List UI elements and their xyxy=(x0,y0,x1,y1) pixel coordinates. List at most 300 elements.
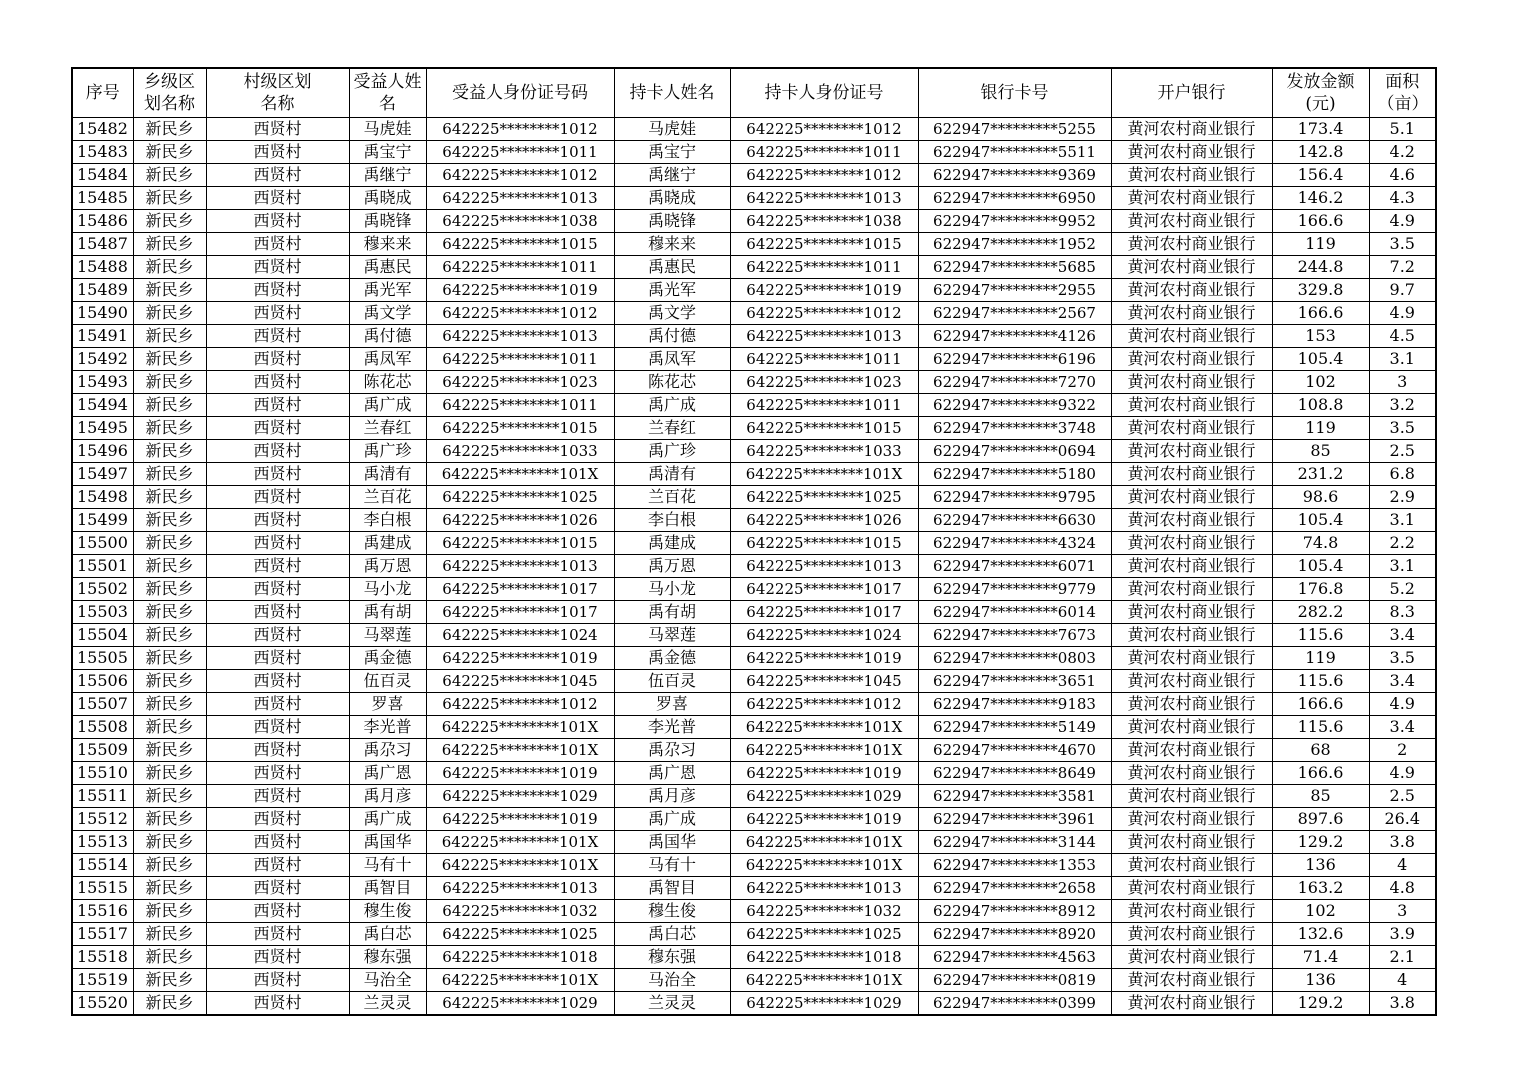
header-beneficiary-id: 受益人身份证号码 xyxy=(426,68,614,118)
cell-area: 3.4 xyxy=(1369,716,1436,739)
cell-beneficiary: 禹建成 xyxy=(349,532,426,555)
cell-seq: 15505 xyxy=(72,647,133,670)
cell-card-no: 622947*********2567 xyxy=(918,302,1111,325)
table-row xyxy=(72,486,1436,509)
cell-amount: 115.6 xyxy=(1272,670,1369,693)
cell-beneficiary-id: 642225********1038 xyxy=(426,210,614,233)
cell-seq: 15493 xyxy=(72,371,133,394)
cell-village: 西贤村 xyxy=(206,118,349,141)
cell-seq: 15514 xyxy=(72,854,133,877)
cell-beneficiary: 禹广成 xyxy=(349,808,426,831)
cell-bank: 黄河农村商业银行 xyxy=(1111,509,1272,532)
cell-holder: 伍百灵 xyxy=(614,670,730,693)
cell-area: 5.1 xyxy=(1369,118,1436,141)
cell-holder-id: 642225********1025 xyxy=(730,486,918,509)
cell-area: 4.9 xyxy=(1369,693,1436,716)
cell-village: 西贤村 xyxy=(206,486,349,509)
cell-holder-id: 642225********1013 xyxy=(730,555,918,578)
cell-amount: 119 xyxy=(1272,417,1369,440)
cell-holder-id: 642225********101X xyxy=(730,716,918,739)
cell-village: 西贤村 xyxy=(206,509,349,532)
cell-area: 4.9 xyxy=(1369,302,1436,325)
cell-seq: 15491 xyxy=(72,325,133,348)
cell-card-no: 622947*********4563 xyxy=(918,946,1111,969)
cell-beneficiary-id: 642225********1025 xyxy=(426,486,614,509)
cell-holder-id: 642225********1011 xyxy=(730,256,918,279)
cell-village: 西贤村 xyxy=(206,440,349,463)
cell-township: 新民乡 xyxy=(133,900,206,923)
cell-bank: 黄河农村商业银行 xyxy=(1111,256,1272,279)
cell-card-no: 622947*********0819 xyxy=(918,969,1111,992)
table-header xyxy=(72,68,1436,118)
cell-beneficiary-id: 642225********1032 xyxy=(426,900,614,923)
cell-holder-id: 642225********1012 xyxy=(730,118,918,141)
cell-village: 西贤村 xyxy=(206,233,349,256)
cell-area: 2.1 xyxy=(1369,946,1436,969)
cell-amount: 98.6 xyxy=(1272,486,1369,509)
cell-village: 西贤村 xyxy=(206,785,349,808)
cell-beneficiary-id: 642225********1015 xyxy=(426,532,614,555)
cell-amount: 142.8 xyxy=(1272,141,1369,164)
cell-amount: 329.8 xyxy=(1272,279,1369,302)
cell-township: 新民乡 xyxy=(133,325,206,348)
table-row xyxy=(72,302,1436,325)
cell-seq: 15487 xyxy=(72,233,133,256)
cell-holder-id: 642225********1045 xyxy=(730,670,918,693)
cell-seq: 15504 xyxy=(72,624,133,647)
cell-holder: 禹建成 xyxy=(614,532,730,555)
header-seq: 序号 xyxy=(72,68,133,118)
cell-holder-id: 642225********101X xyxy=(730,463,918,486)
cell-village: 西贤村 xyxy=(206,877,349,900)
cell-seq: 15494 xyxy=(72,394,133,417)
table-row xyxy=(72,900,1436,923)
cell-bank: 黄河农村商业银行 xyxy=(1111,624,1272,647)
cell-holder-id: 642225********101X xyxy=(730,831,918,854)
cell-card-no: 622947*********4324 xyxy=(918,532,1111,555)
cell-beneficiary: 禹金德 xyxy=(349,647,426,670)
cell-card-no: 622947*********7673 xyxy=(918,624,1111,647)
cell-beneficiary-id: 642225********1025 xyxy=(426,923,614,946)
cell-beneficiary: 马虎娃 xyxy=(349,118,426,141)
cell-card-no: 622947*********9369 xyxy=(918,164,1111,187)
cell-bank: 黄河农村商业银行 xyxy=(1111,118,1272,141)
cell-amount: 115.6 xyxy=(1272,624,1369,647)
cell-seq: 15508 xyxy=(72,716,133,739)
table-row xyxy=(72,578,1436,601)
cell-village: 西贤村 xyxy=(206,371,349,394)
cell-beneficiary-id: 642225********101X xyxy=(426,969,614,992)
cell-seq: 15519 xyxy=(72,969,133,992)
cell-amount: 166.6 xyxy=(1272,762,1369,785)
cell-beneficiary: 穆生俊 xyxy=(349,900,426,923)
cell-township: 新民乡 xyxy=(133,486,206,509)
cell-area: 2 xyxy=(1369,739,1436,762)
cell-village: 西贤村 xyxy=(206,141,349,164)
table-row xyxy=(72,854,1436,877)
cell-holder-id: 642225********1029 xyxy=(730,992,918,1016)
cell-beneficiary-id: 642225********1017 xyxy=(426,601,614,624)
cell-township: 新民乡 xyxy=(133,739,206,762)
cell-holder: 穆生俊 xyxy=(614,900,730,923)
cell-holder: 禹晓锋 xyxy=(614,210,730,233)
cell-area: 3.5 xyxy=(1369,417,1436,440)
table-row xyxy=(72,946,1436,969)
cell-bank: 黄河农村商业银行 xyxy=(1111,486,1272,509)
header-village: 村级区划名称 xyxy=(206,68,349,118)
cell-beneficiary-id: 642225********1013 xyxy=(426,187,614,210)
cell-township: 新民乡 xyxy=(133,394,206,417)
cell-township: 新民乡 xyxy=(133,164,206,187)
cell-village: 西贤村 xyxy=(206,900,349,923)
cell-card-no: 622947*********3651 xyxy=(918,670,1111,693)
cell-beneficiary: 李白根 xyxy=(349,509,426,532)
cell-beneficiary-id: 642225********1011 xyxy=(426,141,614,164)
cell-beneficiary-id: 642225********101X xyxy=(426,854,614,877)
cell-village: 西贤村 xyxy=(206,831,349,854)
cell-seq: 15518 xyxy=(72,946,133,969)
cell-holder: 马虎娃 xyxy=(614,118,730,141)
cell-beneficiary-id: 642225********1013 xyxy=(426,877,614,900)
cell-area: 2.2 xyxy=(1369,532,1436,555)
cell-seq: 15503 xyxy=(72,601,133,624)
cell-beneficiary-id: 642225********1012 xyxy=(426,164,614,187)
cell-area: 4 xyxy=(1369,969,1436,992)
header-township: 乡级区划名称 xyxy=(133,68,206,118)
cell-beneficiary: 禹晓成 xyxy=(349,187,426,210)
cell-amount: 166.6 xyxy=(1272,693,1369,716)
cell-bank: 黄河农村商业银行 xyxy=(1111,831,1272,854)
table-row xyxy=(72,325,1436,348)
cell-amount: 74.8 xyxy=(1272,532,1369,555)
table-row xyxy=(72,164,1436,187)
cell-seq: 15486 xyxy=(72,210,133,233)
table-row xyxy=(72,440,1436,463)
cell-seq: 15497 xyxy=(72,463,133,486)
cell-amount: 166.6 xyxy=(1272,210,1369,233)
cell-township: 新民乡 xyxy=(133,417,206,440)
cell-seq: 15506 xyxy=(72,670,133,693)
cell-area: 2.5 xyxy=(1369,440,1436,463)
table-row xyxy=(72,210,1436,233)
cell-holder: 禹广成 xyxy=(614,808,730,831)
cell-card-no: 622947*********3581 xyxy=(918,785,1111,808)
table-row xyxy=(72,969,1436,992)
cell-seq: 15501 xyxy=(72,555,133,578)
cell-holder-id: 642225********1012 xyxy=(730,302,918,325)
cell-seq: 15488 xyxy=(72,256,133,279)
cell-holder-id: 642225********1018 xyxy=(730,946,918,969)
cell-holder: 禹国华 xyxy=(614,831,730,854)
cell-card-no: 622947*********3748 xyxy=(918,417,1111,440)
cell-bank: 黄河农村商业银行 xyxy=(1111,739,1272,762)
cell-beneficiary-id: 642225********1012 xyxy=(426,693,614,716)
table-row xyxy=(72,463,1436,486)
cell-holder-id: 642225********1011 xyxy=(730,394,918,417)
cell-amount: 115.6 xyxy=(1272,716,1369,739)
cell-holder-id: 642225********1026 xyxy=(730,509,918,532)
cell-township: 新民乡 xyxy=(133,877,206,900)
cell-bank: 黄河农村商业银行 xyxy=(1111,808,1272,831)
cell-seq: 15502 xyxy=(72,578,133,601)
cell-holder: 穆东强 xyxy=(614,946,730,969)
cell-card-no: 622947*********5685 xyxy=(918,256,1111,279)
cell-card-no: 622947*********6071 xyxy=(918,555,1111,578)
table-row xyxy=(72,693,1436,716)
cell-township: 新民乡 xyxy=(133,670,206,693)
cell-amount: 163.2 xyxy=(1272,877,1369,900)
cell-beneficiary: 罗喜 xyxy=(349,693,426,716)
cell-holder-id: 642225********1032 xyxy=(730,900,918,923)
cell-card-no: 622947*********8912 xyxy=(918,900,1111,923)
cell-village: 西贤村 xyxy=(206,302,349,325)
cell-holder-id: 642225********1024 xyxy=(730,624,918,647)
cell-holder: 禹惠民 xyxy=(614,256,730,279)
cell-holder: 陈花芯 xyxy=(614,371,730,394)
cell-beneficiary: 李光普 xyxy=(349,716,426,739)
cell-township: 新民乡 xyxy=(133,831,206,854)
cell-beneficiary: 禹惠民 xyxy=(349,256,426,279)
cell-card-no: 622947*********9952 xyxy=(918,210,1111,233)
cell-beneficiary-id: 642225********101X xyxy=(426,739,614,762)
header-area: 面积（亩） xyxy=(1369,68,1436,118)
cell-bank: 黄河农村商业银行 xyxy=(1111,233,1272,256)
cell-beneficiary: 马小龙 xyxy=(349,578,426,601)
cell-area: 4.9 xyxy=(1369,210,1436,233)
cell-beneficiary: 兰灵灵 xyxy=(349,992,426,1016)
table-row xyxy=(72,279,1436,302)
cell-area: 26.4 xyxy=(1369,808,1436,831)
cell-beneficiary-id: 642225********1011 xyxy=(426,394,614,417)
cell-amount: 136 xyxy=(1272,854,1369,877)
cell-township: 新民乡 xyxy=(133,785,206,808)
cell-area: 4.2 xyxy=(1369,141,1436,164)
cell-beneficiary-id: 642225********1015 xyxy=(426,417,614,440)
cell-seq: 15520 xyxy=(72,992,133,1016)
cell-beneficiary-id: 642225********1019 xyxy=(426,762,614,785)
table-row xyxy=(72,394,1436,417)
cell-beneficiary-id: 642225********1012 xyxy=(426,302,614,325)
table-row xyxy=(72,923,1436,946)
cell-township: 新民乡 xyxy=(133,808,206,831)
cell-beneficiary-id: 642225********1011 xyxy=(426,256,614,279)
table-row xyxy=(72,371,1436,394)
cell-holder: 禹白芯 xyxy=(614,923,730,946)
cell-holder-id: 642225********1017 xyxy=(730,578,918,601)
cell-beneficiary: 禹广恩 xyxy=(349,762,426,785)
cell-seq: 15517 xyxy=(72,923,133,946)
cell-village: 西贤村 xyxy=(206,578,349,601)
table-row xyxy=(72,647,1436,670)
cell-holder: 禹尕习 xyxy=(614,739,730,762)
cell-area: 4.5 xyxy=(1369,325,1436,348)
cell-seq: 15512 xyxy=(72,808,133,831)
cell-village: 西贤村 xyxy=(206,693,349,716)
cell-bank: 黄河农村商业银行 xyxy=(1111,877,1272,900)
cell-seq: 15484 xyxy=(72,164,133,187)
cell-seq: 15482 xyxy=(72,118,133,141)
table-row xyxy=(72,256,1436,279)
table-row xyxy=(72,555,1436,578)
cell-bank: 黄河农村商业银行 xyxy=(1111,302,1272,325)
cell-holder-id: 642225********1015 xyxy=(730,233,918,256)
cell-village: 西贤村 xyxy=(206,348,349,371)
cell-township: 新民乡 xyxy=(133,348,206,371)
cell-amount: 68 xyxy=(1272,739,1369,762)
cell-bank: 黄河农村商业银行 xyxy=(1111,923,1272,946)
table-row xyxy=(72,808,1436,831)
cell-bank: 黄河农村商业银行 xyxy=(1111,693,1272,716)
cell-holder: 禹光军 xyxy=(614,279,730,302)
cell-beneficiary: 兰春红 xyxy=(349,417,426,440)
cell-card-no: 622947*********9322 xyxy=(918,394,1111,417)
cell-beneficiary: 禹月彦 xyxy=(349,785,426,808)
cell-seq: 15485 xyxy=(72,187,133,210)
cell-village: 西贤村 xyxy=(206,923,349,946)
cell-holder: 马小龙 xyxy=(614,578,730,601)
cell-bank: 黄河农村商业银行 xyxy=(1111,946,1272,969)
cell-area: 3 xyxy=(1369,900,1436,923)
cell-card-no: 622947*********8920 xyxy=(918,923,1111,946)
cell-amount: 244.8 xyxy=(1272,256,1369,279)
cell-beneficiary: 禹广成 xyxy=(349,394,426,417)
cell-beneficiary-id: 642225********1045 xyxy=(426,670,614,693)
cell-area: 3.8 xyxy=(1369,992,1436,1016)
cell-card-no: 622947*********6196 xyxy=(918,348,1111,371)
cell-seq: 15489 xyxy=(72,279,133,302)
cell-amount: 176.8 xyxy=(1272,578,1369,601)
cell-amount: 105.4 xyxy=(1272,555,1369,578)
cell-amount: 119 xyxy=(1272,647,1369,670)
cell-village: 西贤村 xyxy=(206,279,349,302)
cell-bank: 黄河农村商业银行 xyxy=(1111,854,1272,877)
cell-seq: 15498 xyxy=(72,486,133,509)
cell-beneficiary: 陈花芯 xyxy=(349,371,426,394)
cell-village: 西贤村 xyxy=(206,601,349,624)
cell-beneficiary: 禹付德 xyxy=(349,325,426,348)
cell-card-no: 622947*********9795 xyxy=(918,486,1111,509)
table-row xyxy=(72,601,1436,624)
cell-card-no: 622947*********6950 xyxy=(918,187,1111,210)
cell-holder-id: 642225********1019 xyxy=(730,647,918,670)
table-row xyxy=(72,670,1436,693)
cell-holder: 禹凤军 xyxy=(614,348,730,371)
cell-card-no: 622947*********5511 xyxy=(918,141,1111,164)
cell-beneficiary: 禹尕习 xyxy=(349,739,426,762)
cell-seq: 15511 xyxy=(72,785,133,808)
cell-card-no: 622947*********3144 xyxy=(918,831,1111,854)
cell-village: 西贤村 xyxy=(206,325,349,348)
cell-holder-id: 642225********1011 xyxy=(730,348,918,371)
cell-bank: 黄河农村商业银行 xyxy=(1111,417,1272,440)
cell-card-no: 622947*********1353 xyxy=(918,854,1111,877)
cell-holder: 马有十 xyxy=(614,854,730,877)
cell-township: 新民乡 xyxy=(133,532,206,555)
cell-village: 西贤村 xyxy=(206,946,349,969)
header-row xyxy=(72,68,1436,118)
cell-bank: 黄河农村商业银行 xyxy=(1111,141,1272,164)
cell-area: 3 xyxy=(1369,371,1436,394)
cell-township: 新民乡 xyxy=(133,440,206,463)
cell-amount: 282.2 xyxy=(1272,601,1369,624)
cell-amount: 156.4 xyxy=(1272,164,1369,187)
cell-township: 新民乡 xyxy=(133,233,206,256)
table-row xyxy=(72,877,1436,900)
cell-card-no: 622947*********1952 xyxy=(918,233,1111,256)
cell-holder: 穆来来 xyxy=(614,233,730,256)
table-row xyxy=(72,509,1436,532)
cell-beneficiary: 禹清有 xyxy=(349,463,426,486)
cell-village: 西贤村 xyxy=(206,716,349,739)
cell-holder: 禹宝宁 xyxy=(614,141,730,164)
cell-beneficiary-id: 642225********1013 xyxy=(426,325,614,348)
cell-beneficiary-id: 642225********1019 xyxy=(426,647,614,670)
cell-beneficiary: 禹万恩 xyxy=(349,555,426,578)
cell-bank: 黄河农村商业银行 xyxy=(1111,992,1272,1016)
cell-holder-id: 642225********1013 xyxy=(730,187,918,210)
header-card-no: 银行卡号 xyxy=(918,68,1111,118)
cell-area: 3.9 xyxy=(1369,923,1436,946)
cell-card-no: 622947*********7270 xyxy=(918,371,1111,394)
cell-bank: 黄河农村商业银行 xyxy=(1111,463,1272,486)
cell-area: 5.2 xyxy=(1369,578,1436,601)
cell-bank: 黄河农村商业银行 xyxy=(1111,785,1272,808)
cell-holder-id: 642225********1025 xyxy=(730,923,918,946)
cell-beneficiary-id: 642225********101X xyxy=(426,831,614,854)
cell-amount: 71.4 xyxy=(1272,946,1369,969)
cell-village: 西贤村 xyxy=(206,417,349,440)
cell-amount: 146.2 xyxy=(1272,187,1369,210)
cell-area: 3.5 xyxy=(1369,233,1436,256)
cell-bank: 黄河农村商业银行 xyxy=(1111,348,1272,371)
cell-amount: 85 xyxy=(1272,440,1369,463)
cell-area: 3.1 xyxy=(1369,555,1436,578)
cell-township: 新民乡 xyxy=(133,992,206,1016)
cell-beneficiary: 兰百花 xyxy=(349,486,426,509)
cell-village: 西贤村 xyxy=(206,808,349,831)
cell-area: 4.3 xyxy=(1369,187,1436,210)
cell-seq: 15507 xyxy=(72,693,133,716)
cell-beneficiary-id: 642225********1018 xyxy=(426,946,614,969)
cell-holder-id: 642225********1038 xyxy=(730,210,918,233)
table-row xyxy=(72,831,1436,854)
table-row xyxy=(72,762,1436,785)
cell-township: 新民乡 xyxy=(133,187,206,210)
cell-beneficiary: 禹有胡 xyxy=(349,601,426,624)
cell-holder-id: 642225********1015 xyxy=(730,417,918,440)
cell-beneficiary-id: 642225********1013 xyxy=(426,555,614,578)
cell-beneficiary-id: 642225********1017 xyxy=(426,578,614,601)
cell-holder-id: 642225********1011 xyxy=(730,141,918,164)
cell-village: 西贤村 xyxy=(206,647,349,670)
cell-amount: 153 xyxy=(1272,325,1369,348)
cell-bank: 黄河农村商业银行 xyxy=(1111,601,1272,624)
cell-bank: 黄河农村商业银行 xyxy=(1111,279,1272,302)
cell-village: 西贤村 xyxy=(206,555,349,578)
cell-amount: 173.4 xyxy=(1272,118,1369,141)
cell-card-no: 622947*********6630 xyxy=(918,509,1111,532)
cell-bank: 黄河农村商业银行 xyxy=(1111,532,1272,555)
cell-amount: 166.6 xyxy=(1272,302,1369,325)
cell-area: 7.2 xyxy=(1369,256,1436,279)
table-row xyxy=(72,716,1436,739)
cell-township: 新民乡 xyxy=(133,256,206,279)
cell-beneficiary: 禹文学 xyxy=(349,302,426,325)
cell-holder: 禹广珍 xyxy=(614,440,730,463)
cell-seq: 15513 xyxy=(72,831,133,854)
cell-amount: 108.8 xyxy=(1272,394,1369,417)
cell-village: 西贤村 xyxy=(206,624,349,647)
